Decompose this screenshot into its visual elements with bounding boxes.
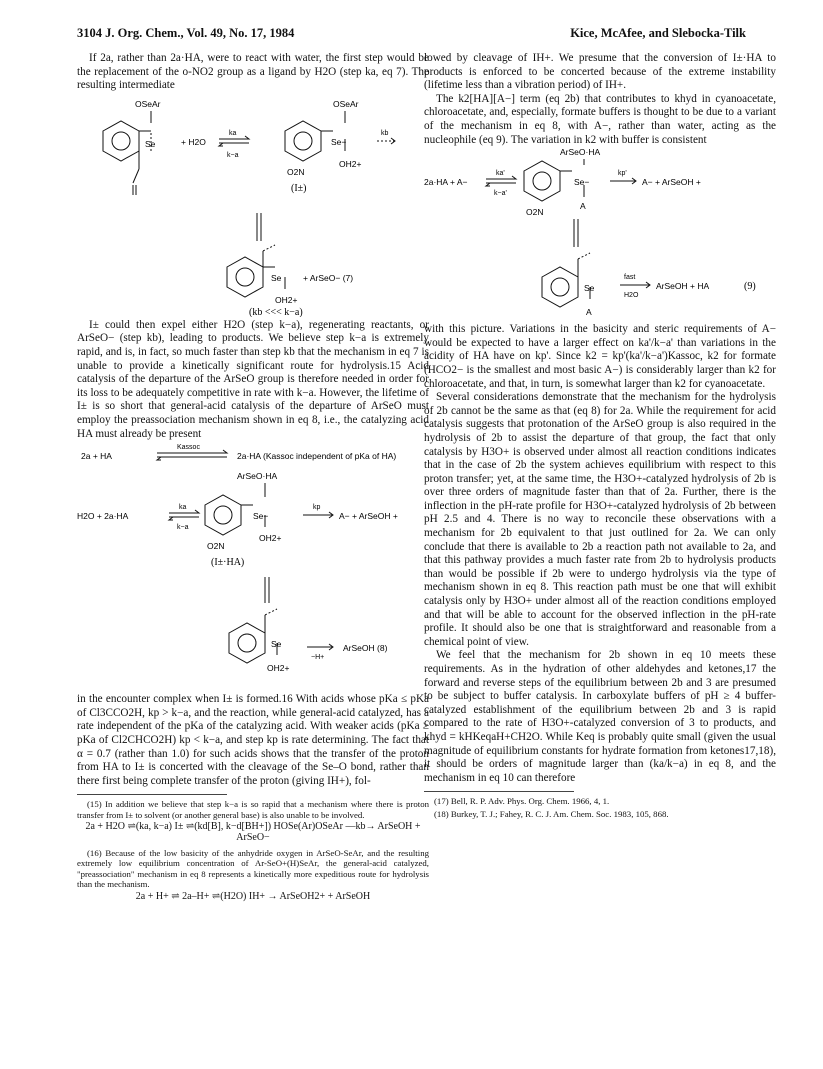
right-column bbox=[424, 52, 776, 822]
eq9-a-label: A bbox=[580, 201, 586, 212]
eq8-se-label: Se− bbox=[253, 511, 269, 522]
k-minus-a-label: k−a bbox=[227, 151, 239, 159]
intermediate-oseAr-label: OSeAr bbox=[333, 98, 359, 109]
product-plus-arseo-label: + ArSeO− (7) bbox=[303, 272, 354, 283]
footnote-16-equation: 2a + H+ ⇌ 2a–H+ ⇌(H2O) IH+ → ArSeOH2+ + ArSeOH bbox=[135, 891, 371, 903]
right-paragraph-1: lowed by cleavage of IH+. We presume that the conversion of I±·HA to products is enforced to be concerted because of the extreme instability (lifetime less than a vibration period) of IH+. bbox=[424, 52, 776, 92]
intermediate-id-label: (I±) bbox=[291, 182, 307, 194]
left-paragraph-1: If 2a, rather than 2a·HA, were to react with water, the first step would be the replacement of the o-NO2 group as a ligand by H2O (step ka, eq 7). The resulting intermediate bbox=[77, 52, 429, 92]
eq8-kp-label: kp bbox=[313, 504, 321, 512]
eq9-right-label: A− + ArSeOH + bbox=[642, 177, 701, 188]
reactant-se-label: Se bbox=[145, 138, 156, 149]
scheme-eq9 bbox=[424, 149, 776, 321]
right-paragraph-4: Several considerations demonstrate that the mechanism for the hydrolysis of 2b cannot be the same as that (eq 8) for 2a. While the requirement for acid catalysis suggests that protonation of the ArSeO group is also required in the hydrolysis of 2b to assist the departure of that group, the fact that only catalysis by H3O+ is observed under almost all reaction conditions indicates that in the case of 2b the system achieves equilibrium with respect to this proton transfer; yet, at the same time, the H3O+-catalyzed hydrolysis of 2b is over three orders of magnitude faster than that of 2a. Further, there is the inflection in the pH-rate profile for H3O+-catalyzed hydrolysis of 2b between pH 2.5 and 4. There is no way to reconcile these observations with a mechanism for 2b equivalent to that just outlined for 2a. We can only conclude that there is available to 2b a reaction path not available to 2a, and that this pathway provides a much faster rate from 2b to hydrolysis products than would be possible if 2b were to undergo hydrolysis via the type of mechanism shown in eq 8. This reaction path must be one that will exhibit catalysis only by H3O+ under almost all of the reaction conditions employed and that will be able to account for the observed inflection in the pH-rate profile. It should also be one that is straightforward and reasonable from a chemical point of view. bbox=[424, 391, 776, 648]
eq8-minus-h-label: −H+ bbox=[311, 654, 325, 662]
right-paragraph-2: The k2[HA][A−] term (eq 2b) that contributes to khyd in cyanoacetate, chloroacetate, and, especially, formate buffers is thought to be due to a variant of the mechanism in eq 8, with A−, rather than water, acting as the nucleophile (eq 9). The variation in k2 with buffer is consistent bbox=[424, 92, 776, 146]
rate-condition-label: (kb <<< k−a) bbox=[249, 306, 303, 317]
footnote-15-equation: 2a + H2O ⇌(ka, k−a) I± ⇌(kd[B], k−d[BH+]) HOSe(Ar)OSeAr —kb→ ArSeOH + ArSeO− bbox=[85, 821, 421, 844]
eq8-product-right: ArSeOH (8) bbox=[343, 643, 388, 654]
footnote-15: (15) In addition we believe that step k−a is so rapid that a mechanism where there is proton transfer from I± to solvent (or another general base) is also unable to be involved. bbox=[77, 799, 429, 820]
eq9-fast-label: fast bbox=[624, 274, 636, 282]
o2n-label: O2N bbox=[287, 166, 305, 177]
eq8-o2n-label: O2N bbox=[207, 541, 225, 552]
eq9-product-a: A bbox=[586, 307, 592, 318]
eq8-right-label: A− + ArSeOH + bbox=[339, 511, 398, 522]
eq8-top-label: ArSeO·HA bbox=[237, 471, 278, 482]
eq9-h2o-label: H2O bbox=[624, 292, 639, 300]
plus-water-label: + H2O bbox=[181, 136, 206, 147]
eq9-top-label: ArSeO·HA bbox=[560, 149, 601, 158]
eq9-se-label: Se− bbox=[574, 177, 590, 188]
eq9-o2n-label: O2N bbox=[526, 207, 544, 218]
product-oh2-label: OH2+ bbox=[275, 294, 298, 305]
scheme-eq8 bbox=[77, 443, 429, 691]
eq9-kma-label: k−a' bbox=[494, 190, 507, 198]
eq9-kp-label: kp' bbox=[618, 170, 627, 178]
eq9-ka-label: ka' bbox=[496, 170, 505, 178]
scheme-eq7 bbox=[77, 95, 429, 317]
left-paragraph-3: in the encounter complex when I± is formed.16 With acids whose pKa ≤ pKa of Cl3CCO2H, kp > k−a, and the reaction, while general-acid catalyzed, has a rate independent of the pKa of the catalyzing acid. With weaker acids (pKa ≥ pKa of Cl2CHCO2H) kp < k−a, and step kp is rate determining. The fact that α = 0.7 (rather than 1.0) for such acids shows that the transfer of the proton from HA to I± is concerted with the cleavage of the Se–O bond, rather than there first being complete transfer of the proton (giving IH+), fol- bbox=[77, 693, 429, 787]
right-footnote-rule bbox=[424, 791, 574, 792]
left-paragraph-2: I± could then expel either H2O (step k−a), regenerating reactants, or ArSeO− (step kb), leading to products. We believe step k−a is extremely rapid, and is, in fact, so much faster than step kb that the mechanism in eq 7 is unable to provide a kinetically significant route for hydrolysis.15 Acid catalysis of the departure of the ArSeO group is therefore needed in order for its loss to be adequately competitive in rate with k−a. However, the lifetime of I± is so short that general-acid catalysis of the departure of ArSeO must employ the preassociation mechanism shown in eq 8, i.e., the catalyzing acid HA must already be present bbox=[77, 318, 429, 440]
running-header-right: Kice, McAfee, and Slebocka-Tilk bbox=[570, 26, 746, 40]
eq8-intermediate-id: (I±·HA) bbox=[211, 557, 245, 569]
eq9-product-right: ArSeOH + HA bbox=[656, 281, 710, 292]
left-footnotes bbox=[77, 799, 429, 902]
right-paragraph-5: We feel that the mechanism for 2b shown in eq 10 meets these requirements. As in the hydration of other aldehydes and ketones,17 the forward and reverse steps of the equilibrium between 2b and 3 are presumed to be subject to buffer catalysis. In carboxylate buffers of pH ≥ 4 buffer-catalyzed establishment of the equilibrium between 2b and 3 is rapid compared to the rate of H3O+-catalyzed conversion of 3 to products, and khyd = kHKeqaH+CH2O. While Keq is probably quite small (given the usual magnitude of equilibrium constants for hydrate formation from ketones17,18), it should be orders of magnitude larger than (ka/k−a) in eq 8, and the mechanism in eq 10 can therefore bbox=[424, 649, 776, 784]
right-paragraph-3: with this picture. Variations in the basicity and steric requirements of A− would be expected to have a larger effect on ka'/k−a' than variations in the acidity of HA have on kp'. Since k2 = kp'(ka'/k−a')Kassoc, k2 for formate (HCO2− is the smallest and most basic A−) is considerably larger than k2 for chloroacetate, and that, in turn, is somewhat larger than k2 for cyanoacetate. bbox=[424, 323, 776, 390]
eq8-product-oh2: OH2+ bbox=[267, 663, 290, 674]
eq8-left-label: H2O + 2a·HA bbox=[77, 511, 129, 522]
footnote-17: (17) Bell, R. P. Adv. Phys. Org. Chem. 1966, 4, 1. bbox=[434, 796, 610, 807]
intermediate-se-label: Se− bbox=[331, 136, 347, 147]
footnote-rule bbox=[77, 794, 227, 795]
eq9-product-se: Se bbox=[584, 283, 595, 294]
eq9-left-label: 2a·HA + A− bbox=[424, 177, 468, 188]
footnote-18: (18) Burkey, T. J.; Fahey, R. C. J. Am. Chem. Soc. 1983, 105, 868. bbox=[434, 808, 669, 819]
kassoc-label: Kassoc bbox=[177, 444, 200, 452]
kb-label: kb bbox=[381, 129, 389, 137]
eq8-kma-label: k−a bbox=[177, 524, 189, 532]
running-header-left: 3104 J. Org. Chem., Vol. 49, No. 17, 1984 bbox=[77, 26, 295, 40]
eq8-line1-left: 2a + HA bbox=[81, 451, 112, 462]
eq9-number: (9) bbox=[744, 281, 756, 293]
footnote-16: (16) Because of the low basicity of the anhydride oxygen in ArSeO-SeAr, and the resulting extremely low equilibrium concentration of Ar-SeO+(H)SeAr, the general-acid catalyzed, "preassociation" mechanism in eq 8 represents a kinetically more expeditious route for hydrolysis than the mechanism. bbox=[77, 847, 429, 890]
reactant-oseAr-label: OSeAr bbox=[135, 98, 161, 109]
eq8-oh2-label: OH2+ bbox=[259, 533, 282, 544]
oh2-label: OH2+ bbox=[339, 158, 362, 169]
eq8-ka-label: ka bbox=[179, 504, 187, 512]
eq8-product-se: Se bbox=[271, 639, 282, 650]
product-se-label: Se bbox=[271, 272, 282, 283]
left-column bbox=[77, 52, 429, 907]
ka-label: ka bbox=[229, 129, 237, 137]
right-footnotes bbox=[424, 796, 776, 819]
eq8-line1-right: 2a·HA (Kassoc independent of pKa of HA) bbox=[237, 451, 397, 462]
